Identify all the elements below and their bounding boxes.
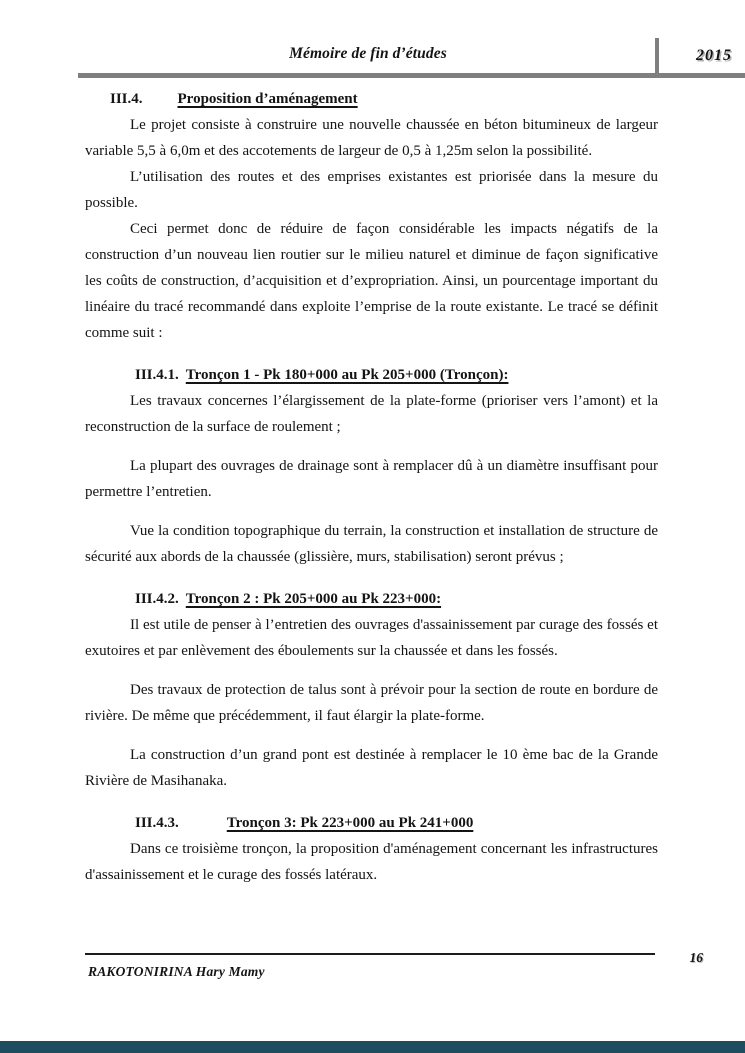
section-number: III.4.3. bbox=[135, 815, 179, 831]
section-heading-III-4-2 bbox=[85, 586, 658, 612]
section-title: Tronçon 2 : Pk 205+000 au Pk 223+000: bbox=[185, 591, 442, 607]
paragraph: Ceci permet donc de réduire de façon considérable les impacts négatifs de la construction d’un nouveau lien routier sur le milieu naturel et diminue de façon significative les coûts de construction, d’acquisition et d’expropriation. Ainsi, un pourcentage important du linéaire du tracé recommandé dans exploite l’emprise de la route existante. Le tracé se définit comme suit : bbox=[85, 221, 658, 341]
section-title: Proposition d’aménagement bbox=[177, 91, 358, 107]
document-year: 2015 bbox=[696, 47, 732, 64]
paragraph: Des travaux de protection de talus sont à prévoir pour la section de route en bordure de rivière. De même que précédemment, il faut élargir la plate-forme. bbox=[85, 682, 658, 724]
paragraph: Vue la condition topographique du terrain, la construction et installation de structure de sécurité aux abords de la chaussée (glissière, murs, stabilisation) seront prévus ; bbox=[85, 523, 658, 565]
section-heading-III-4 bbox=[85, 86, 658, 112]
footer-author: RAKOTONIRINA Hary Mamy bbox=[88, 964, 265, 979]
header-divider bbox=[655, 38, 659, 73]
section-number: III.4. bbox=[110, 91, 143, 107]
section-title: Tronçon 3: Pk 223+000 au Pk 241+000 bbox=[226, 815, 474, 831]
section-heading-III-4-3 bbox=[85, 810, 658, 836]
paragraph: L’utilisation des routes et des emprises existantes est priorisée dans la mesure du possible. bbox=[85, 169, 658, 211]
paragraph: Dans ce troisième tronçon, la proposition d'aménagement concernant les infrastructures d'assainissement et le curage des fossés latéraux. bbox=[85, 841, 658, 883]
paragraph: Le projet consiste à construire une nouvelle chaussée en béton bitumineux de largeur variable 5,5 à 6,0m et des accotements de largeur de 0,5 à 1,25m selon la possibilité. bbox=[85, 117, 658, 159]
section-title: Tronçon 1 - Pk 180+000 au Pk 205+000 (Tronçon): bbox=[185, 367, 509, 383]
paragraph: Les travaux concernes l’élargissement de la plate-forme (prioriser vers l’amont) et la reconstruction de la surface de roulement ; bbox=[85, 393, 658, 435]
section-heading-III-4-1 bbox=[85, 362, 658, 388]
document-title: Mémoire de fin d’études bbox=[289, 45, 447, 62]
page-number: 16 bbox=[689, 950, 703, 965]
paragraph: Il est utile de penser à l’entretien des ouvrages d'assainissement par curage des fossés et exutoires et par enlèvement des éboulements sur la chaussée et dans les fossés. bbox=[85, 617, 658, 659]
section-number: III.4.1. bbox=[135, 367, 179, 383]
page-header bbox=[78, 40, 745, 73]
paragraph: La plupart des ouvrages de drainage sont à remplacer dû à un diamètre insuffisant pour permettre l’entretien. bbox=[85, 458, 658, 500]
header-rule bbox=[78, 73, 745, 78]
section-number: III.4.2. bbox=[135, 591, 179, 607]
bottom-bar bbox=[0, 1041, 745, 1053]
document-body bbox=[85, 86, 658, 888]
footer-rule bbox=[85, 953, 655, 955]
paragraph: La construction d’un grand pont est destinée à remplacer le 10 ème bac de la Grande Rivière de Masihanaka. bbox=[85, 747, 658, 789]
